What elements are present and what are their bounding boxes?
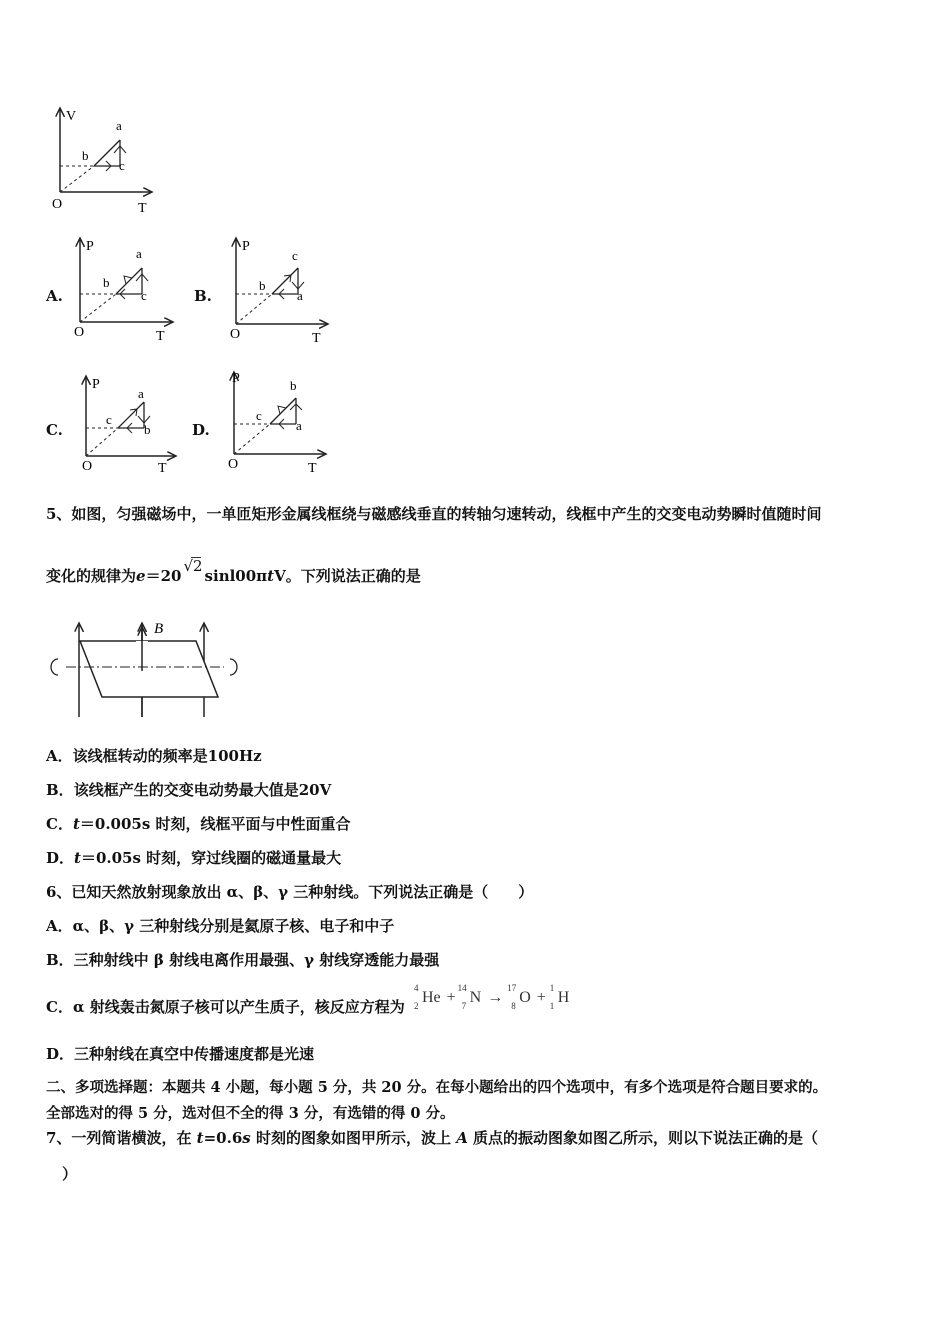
svg-text:a: a (136, 246, 142, 261)
svg-text:P: P (86, 239, 94, 254)
coil-frame (80, 641, 218, 697)
svg-text:b: b (144, 422, 151, 437)
svg-text:P: P (92, 377, 100, 392)
svg-text:O: O (228, 457, 239, 472)
svg-text:P: P (232, 371, 240, 386)
q6-stem: 6、已知天然放射现象放出 α、β、γ 三种射线。下列说法正确是（ ） (46, 883, 534, 901)
option-a-graph[interactable] (68, 232, 188, 347)
svg-text:T: T (158, 461, 167, 476)
section2-line2: 全部选对的得 5 分，选对但不全的得 3 分，有选错的得 0 分。 (46, 1105, 455, 1122)
option-b-graph[interactable] (222, 232, 342, 347)
svg-text:O: O (230, 327, 241, 342)
svg-text:O: O (74, 325, 85, 340)
svg-text:a: a (296, 418, 302, 433)
svg-text:T: T (308, 461, 317, 476)
b-label: B (154, 621, 164, 637)
svg-text:c: c (106, 412, 112, 427)
svg-text:T: T (156, 329, 165, 344)
q6-option-b[interactable]: B．三种射线中 β 射线电离作用最强、γ 射线穿透能力最强 (46, 951, 440, 969)
q6-option-a[interactable]: A．α、β、γ 三种射线分别是氦原子核、电子和中子 (46, 917, 395, 935)
svg-text:b: b (259, 278, 266, 293)
q5-option-b[interactable]: B．该线框产生的交变电动势最大值是20V (46, 781, 332, 799)
q5-option-a[interactable]: A．该线框转动的频率是100Hz (46, 747, 262, 765)
sqrt-symbol: √ 2 (183, 557, 203, 575)
svg-text:b: b (290, 378, 297, 393)
q6-option-d[interactable]: D．三种射线在真空中传播速度都是光速 (46, 1045, 315, 1063)
option-d-label[interactable]: D. (192, 421, 210, 439)
svg-text:c: c (141, 288, 147, 303)
q5-option-c[interactable]: C．t＝0.005s 时刻，线框平面与中性面重合 (46, 815, 351, 833)
option-d-graph[interactable] (222, 366, 342, 481)
svg-text:c: c (292, 248, 298, 263)
svg-text:a: a (138, 386, 144, 401)
q7-stem: 7、一列简谐横波，在 t=0.6s 时刻的图象如图甲所示，波上 A 质点的振动图象如图乙所示，则以下说法正确的是（ (46, 1129, 819, 1147)
svg-text:P: P (242, 239, 250, 254)
section2-line1: 二、多项选择题：本题共 4 小题，每小题 5 分，共 20 分。在每小题给出的四个选项中，有多个选项是符合题目要求的。 (46, 1079, 828, 1096)
nuclear-equation: 4 2 He + 14 7 N → 17 8 O + 1 1 H (413, 983, 570, 1011)
option-c-label[interactable]: C. (46, 421, 63, 439)
q7-close: ） (62, 1165, 78, 1183)
y-label: V (66, 109, 77, 124)
svg-text:a: a (297, 288, 303, 303)
point-a: a (116, 118, 122, 133)
q5-option-d[interactable]: D．t＝0.05s 时刻，穿过线圈的磁通量最大 (46, 849, 342, 867)
option-a-label[interactable]: A. (46, 287, 63, 305)
q5-line2: 变化的规律为e＝20√ 2sinl00πtV。下列说法正确的是 (46, 557, 421, 585)
svg-text:T: T (312, 331, 321, 346)
svg-text:b: b (103, 275, 110, 290)
svg-text:O: O (82, 459, 93, 474)
q6-option-c[interactable]: C．α 射线轰击氮原子核可以产生质子，核反应方程为 4 2 He + 14 7 N → 17 8 O + 1 1 H (46, 983, 570, 1016)
option-b-label[interactable]: B. (194, 287, 212, 305)
rotating-coil-figure (44, 615, 244, 723)
svg-text:c: c (256, 408, 262, 423)
point-c: c (119, 158, 125, 173)
x-label: T (138, 201, 147, 216)
origin-label: O (52, 197, 63, 212)
point-b: b (82, 148, 89, 163)
option-c-graph[interactable] (72, 370, 192, 480)
q5-line1: 5、如图，匀强磁场中，一单匝矩形金属线框绕与磁感线垂直的转轴匀速转动，线框中产生的交变电动势瞬时值随时间 (46, 505, 822, 523)
vt-graph (40, 100, 170, 220)
